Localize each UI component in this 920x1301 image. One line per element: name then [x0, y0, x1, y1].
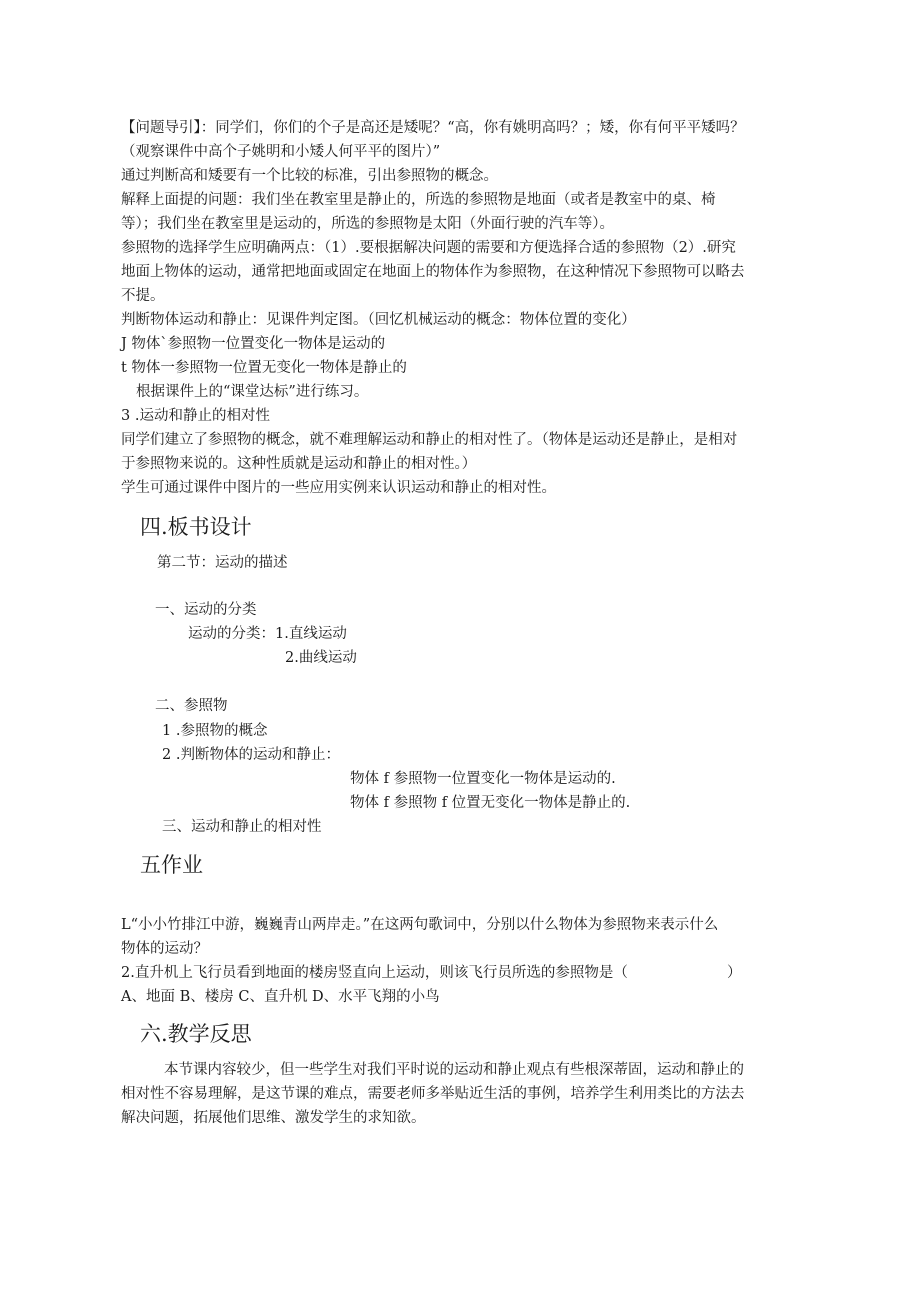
- intro-line-7: 地面上物体的运动，通常把地面或固定在地面上的物体作为参照物，在这种情况下参照物可以略去: [121, 264, 745, 280]
- intro-line-16: 学生可通过课件中图片的一些应用实例来认识运动和静止的相对性。: [121, 480, 556, 496]
- intro-line-11: t 物体一参照物一位置无变化一物体是静止的: [121, 360, 407, 376]
- intro-line-1: 【问题导引】：同学们，你们的个子是高还是矮呢？“高，你有姚明高吗？；矮，你有何平平矮吗？: [121, 120, 745, 136]
- reflection-line-2: 相对性不容易理解，是这节课的难点，需要老师多举贴近生活的事例，培养学生利用类比的方法去: [121, 1086, 745, 1102]
- reflection-heading: 六.教学反思: [140, 1022, 252, 1046]
- intro-line-4: 解释上面提的问题：我们坐在教室里是静止的，所选的参照物是地面（或者是教室中的桌、椅: [121, 192, 716, 208]
- homework-q2-options: A、地面 B、楼房 C、直升机 D、水平飞翔的小鸟: [121, 989, 440, 1005]
- board-section-3: 三、运动和静止的相对性: [162, 819, 322, 835]
- intro-line-13: 3 .运动和静止的相对性: [121, 408, 270, 424]
- intro-line-5: 等）；我们坐在教室里是运动的，所选的参照物是太阳（外面行驶的汽车等）。: [121, 216, 614, 232]
- intro-line-8: 不提。: [121, 288, 165, 304]
- intro-line-10: J 物体`参照物一位置变化一物体是运动的: [121, 336, 386, 352]
- reflection-line-3: 解决问题，拓展他们思维、激发学生的求知欲。: [121, 1110, 426, 1126]
- board-section-2: 二、参照物: [155, 698, 228, 714]
- board-section-1-item-b: 2.曲线运动: [285, 650, 357, 666]
- board-section-2-item-2a: 物体 f 参照物一位置变化一物体是运动的.: [350, 771, 616, 787]
- board-section-2-item-2: 2 .判断物体的运动和静止：: [162, 747, 340, 763]
- homework-q1-line-1: L“小小竹排江中游，巍巍青山两岸走。”在这两句歌词中，分别以什么物体为参照物来表示什么: [121, 917, 719, 933]
- intro-line-12: 根据课件上的“课堂达标”进行练习。: [136, 384, 369, 400]
- homework-q2-close-paren: ）: [727, 965, 742, 981]
- board-section-2-item-1: 1 .参照物的概念: [162, 723, 268, 739]
- board-section-2-item-2b: 物体 f 参照物 f 位置无变化一物体是静止的.: [350, 795, 631, 811]
- intro-line-3: 通过判断高和矮要有一个比较的标准，引出参照物的概念。: [121, 168, 498, 184]
- homework-heading: 五作业: [140, 853, 203, 877]
- intro-line-14: 同学们建立了参照物的概念，就不难理解运动和静止的相对性了。（物体是运动还是静止，是相对: [121, 432, 738, 448]
- board-heading: 四.板书设计: [140, 515, 252, 539]
- reflection-line-1: 本节课内容较少，但一些学生对我们平时说的运动和静止观点有些根深蒂固，运动和静止的: [164, 1062, 744, 1078]
- intro-line-9: 判断物体运动和静止：见课件判定图。（回忆机械运动的概念：物体位置的变化）: [121, 312, 636, 328]
- board-section-1-item-a: 运动的分类：1.直线运动: [188, 626, 347, 642]
- homework-q1-line-2: 物体的运动？: [121, 941, 208, 957]
- homework-q2: 2.直升机上飞行员看到地面的楼房竖直向上运动，则该飞行员所选的参照物是（: [121, 965, 628, 981]
- board-title: 第二节：运动的描述: [157, 555, 288, 571]
- intro-line-15: 于参照物来说的。这种性质就是运动和静止的相对性。）: [121, 456, 477, 472]
- intro-line-2: （观察课件中高个子姚明和小矮人何平平的图片）”: [121, 144, 441, 160]
- board-section-1: 一、运动的分类: [155, 602, 257, 618]
- intro-line-6: 参照物的选择学生应明确两点：（1）.要根据解决问题的需要和方便选择合适的参照物（2）.研究: [121, 240, 736, 256]
